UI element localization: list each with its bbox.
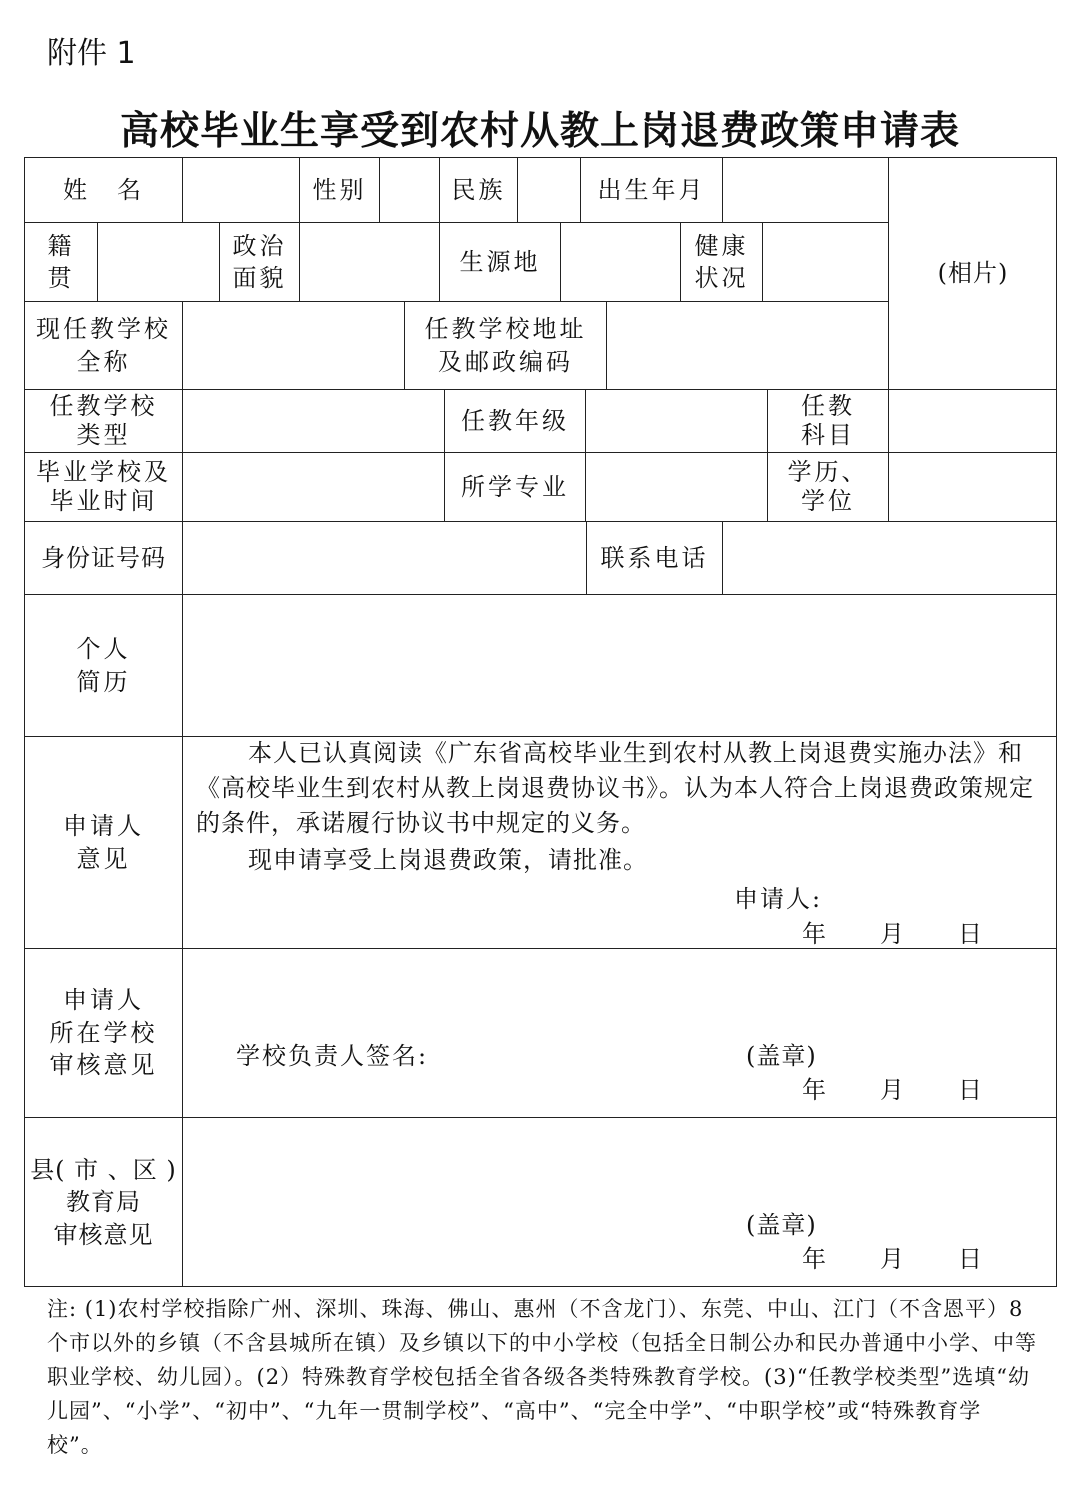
degree-label-line1: 学历、 [787,458,869,487]
id-field[interactable] [182,521,586,594]
gender-field[interactable] [379,157,439,222]
graduation-field[interactable] [182,452,444,521]
opinion-label-line1: 申请人 [63,812,144,841]
school-address-label [404,301,606,389]
school-name-label [24,301,182,389]
health-field[interactable] [762,222,888,301]
birth-field[interactable] [722,157,888,222]
grade-label: 任教年级 [444,389,585,452]
degree-label [767,452,888,521]
principal-signature-label: 学校负责人签名: [236,1042,429,1070]
native-label-line1: 籍 [47,231,75,260]
political-label-line1: 政治 [232,231,287,260]
address-label-line1: 任教学校地址 [424,315,587,344]
applicant-opinion-label [24,736,182,948]
school-seal: (盖章) [746,1042,817,1070]
applicant-signature-label: 申请人: [734,885,823,913]
school-type-field[interactable] [182,389,444,452]
county-review-date: 年 月 日 [802,1245,984,1273]
school-review-line1: 申请人 [63,986,144,1015]
opinion-label-line2: 意见 [76,844,131,873]
origin-field[interactable] [560,222,680,301]
health-label-line2: 状况 [694,264,749,292]
graduation-label [24,452,182,521]
annex-label: 附件 1 [47,36,136,71]
native-place-field[interactable] [97,222,219,301]
native-label-line2: 贯 [47,264,75,292]
footnote: 注: (1)农村学校指除广州、深圳、珠海、佛山、惠州（不含龙门）、东莞、中山、江门（不含恩平）8个市以外的乡镇（不含县城所在镇）及乡镇以下的中小学校（包括全日制公办和民办普通中小学、中等职业学校、幼儿园）。(2）特殊教育学校包括全省各级各类特殊教育学校。(3)“任教学校类型”选填“幼儿园”、“小学”、“初中”、“九年一贯制学校”、“高中”、“完全中学”、“中职学校”或“特殊教育学校”。 [47,1297,1037,1457]
major-field[interactable] [585,452,767,521]
subject-field[interactable] [888,389,1057,452]
county-review-line3: 审核意见 [53,1220,154,1249]
ethnicity-label: 民族 [439,157,517,222]
school-review-line3: 审核意见 [49,1051,158,1080]
resume-label-line1: 个人 [76,635,131,664]
gender-label: 性别 [299,157,379,222]
political-label [219,222,299,301]
photo-box[interactable]: (相片) [888,157,1057,389]
birth-label: 出生年月 [580,157,722,222]
school-review-label [24,948,182,1117]
type-label-line2: 类型 [76,421,131,449]
subject-label-line2: 科目 [801,421,855,449]
resume-label-line2: 简历 [76,667,131,696]
form-title: 高校毕业生享受到农村从教上岗退费政策申请表 [119,108,960,154]
name-label: 姓 名 [24,157,182,222]
resume-field[interactable] [182,594,1057,736]
major-label: 所学专业 [444,452,585,521]
resume-label [24,594,182,736]
school-label-line1: 现任教学校 [36,315,171,344]
name-field[interactable] [182,157,299,222]
id-label: 身份证号码 [24,521,182,594]
phone-label: 联系电话 [586,521,722,594]
application-form [24,157,1057,1287]
applicant-date: 年 月 日 [802,920,984,948]
county-seal: (盖章) [746,1211,817,1239]
school-review-line2: 所在学校 [49,1018,158,1047]
health-label-line1: 健康 [694,231,749,260]
school-name-field[interactable] [182,301,404,389]
address-label-line2: 及邮政编码 [438,347,573,376]
grad-label-line2: 毕业时间 [49,487,158,515]
degree-field[interactable] [888,452,1057,521]
native-place-label [24,222,97,301]
health-label [680,222,762,301]
subject-label [767,389,888,452]
county-review-line2: 教育局 [66,1188,141,1217]
county-review-line1: 县( 市 、区 ) [30,1155,177,1184]
school-label-line2: 全称 [76,347,131,376]
grad-label-line1: 毕业学校及 [36,458,171,487]
subject-label-line1: 任教 [801,392,855,421]
political-label-line2: 面貌 [232,264,287,292]
county-review-label [24,1117,182,1287]
political-field[interactable] [299,222,439,301]
ethnicity-field[interactable] [517,157,580,222]
type-label-line1: 任教学校 [49,392,158,421]
statement-request: 现申请享受上岗退费政策，请批准。 [248,846,648,874]
statement-paragraph: 本人已认真阅读《广东省高校毕业生到农村从教上岗退费实施办法》和《高校毕业生到农村从教上岗退费协议书》。认为本人符合上岗退费政策规定的条件，承诺履行协议书中规定的义务。 [196,739,1034,837]
school-review-date: 年 月 日 [802,1076,984,1104]
phone-field[interactable] [722,521,1057,594]
grade-field[interactable] [585,389,767,452]
school-address-field[interactable] [606,301,888,389]
school-type-label [24,389,182,452]
degree-label-line2: 学位 [801,487,855,515]
origin-label: 生源地 [439,222,560,301]
